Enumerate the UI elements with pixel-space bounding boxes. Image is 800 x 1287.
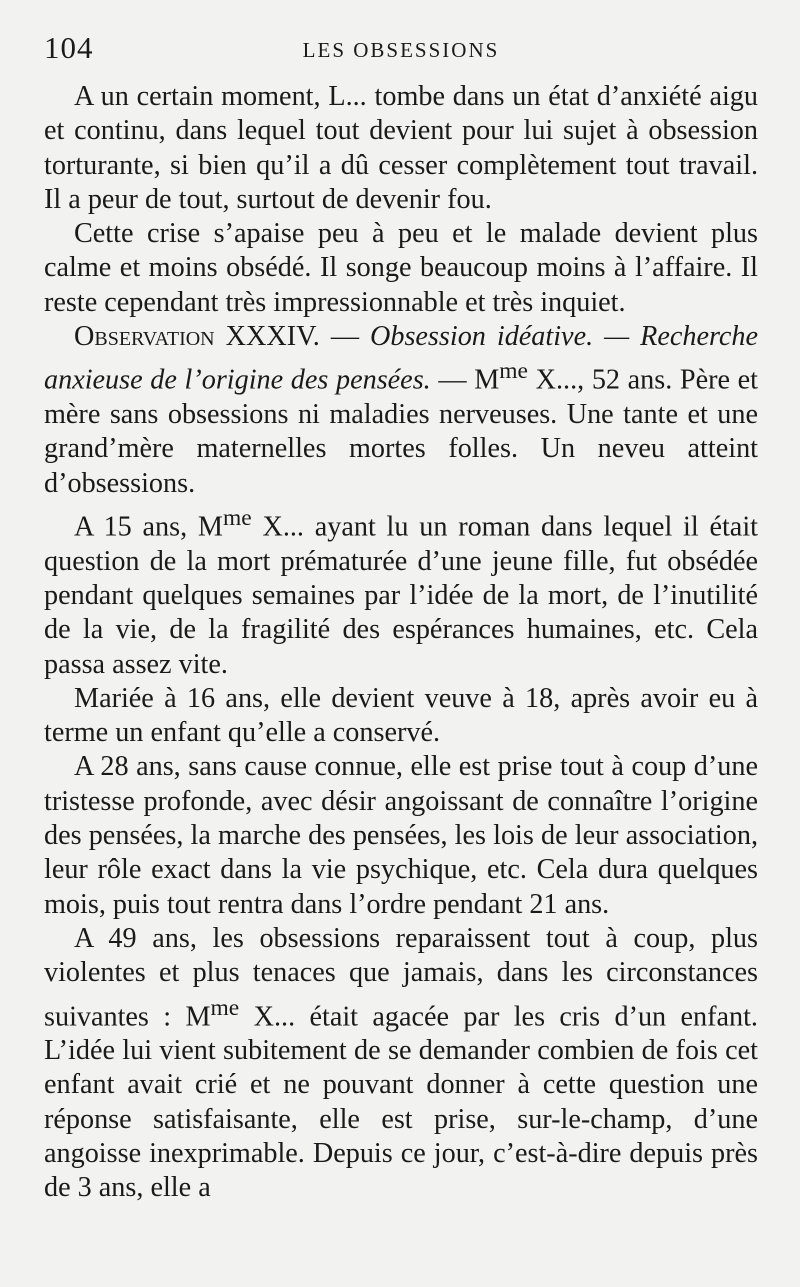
dash: — xyxy=(430,364,475,396)
body-text xyxy=(44,80,758,1206)
subject-prefix: M xyxy=(474,364,500,396)
observation-number: XXXIV. xyxy=(225,321,320,353)
observation-text: Père et mère sans obsessions ni maladies nerveuses. Une tante et une grand’mère maternelles mortes folles. Un neveu atteint d’obsessions. xyxy=(44,364,758,499)
dash: — xyxy=(319,321,370,353)
paragraph: Cette crise s’apaise peu à peu et le malade devient plus calme et moins obsédé. Il songe beaucoup moins à l’affaire. Il reste cependant très impressionnable et très inquiet. xyxy=(44,218,758,318)
observation-title: Obsession idéative. — Recherche anxieuse de l’origine des pensées. xyxy=(44,321,759,396)
text-run: A 49 ans, les obsessions reparaissent tout à coup, plus violentes et plus tenaces que jamais, dans les circonstances suivantes : M xyxy=(44,922,758,1032)
observation-label: Observation xyxy=(74,321,215,353)
subject-sup: me xyxy=(499,358,528,385)
page-number: 104 xyxy=(44,30,94,65)
observation-paragraph xyxy=(44,320,758,501)
paragraph: A 28 ans, sans cause connue, elle est prise tout à coup d’une tristesse profonde, avec désir angoissant de connaître l’origine des pensées, la marche des pensées, les lois de leur association, leur rôle exact dans la vie psychique, etc. Cela dura quelques mois, puis tout rentra dans l’ordre pendant 21 ans. xyxy=(44,751,758,920)
text-run: X... ayant lu un roman dans lequel il était question de la mort prématurée d’une jeune fille, fut obsédée pendant quelques semaines par l’idée de la mort, de l’inutilité de la vie, de la fragilité des espérances humaines, etc. Cela passa assez vite. xyxy=(44,511,758,680)
paragraph: A un certain moment, L... tombe dans un état d’anxiété aigu et continu, dans lequel tout devient pour lui sujet à obsession torturante, si bien qu’il a dû cesser complètement tout travail. Il a peur de tout, surtout de devenir fou. xyxy=(44,81,758,215)
page-header xyxy=(44,0,758,80)
paragraph: Mariée à 16 ans, elle devient veuve à 18, après avoir eu à terme un enfant qu’elle a conservé. xyxy=(44,682,758,749)
paragraph xyxy=(44,501,758,682)
text-run: A 15 ans, M xyxy=(74,511,223,543)
subject-rest: X..., 52 ans. xyxy=(528,364,673,396)
running-head: LES OBSESSIONS xyxy=(302,38,500,62)
paragraph xyxy=(44,922,758,1206)
superscript: me xyxy=(222,504,252,531)
text-run: X... était agacée par les cris d’un enfant. L’idée lui vient subitement de se demander combien de fois cet enfant avait crié et ne pouvant donner à cette question une réponse satisfaisante, elle est prise, sur-le-champ, d’une angoisse inexprimable. Depuis ce jour, c’est-à-dire depuis près de 3 ans, elle a xyxy=(44,1000,758,1204)
superscript: me xyxy=(210,994,240,1021)
